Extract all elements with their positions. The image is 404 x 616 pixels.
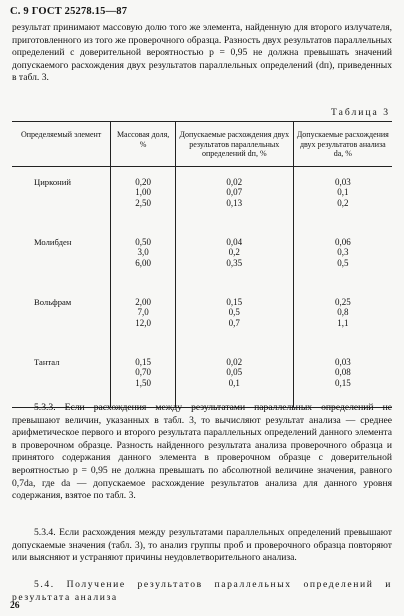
mass-fraction-cell-value: 12,0 — [135, 317, 151, 328]
mass-fraction-cell-value: 0,15 — [135, 357, 151, 367]
mass-fraction-cell-value: 6,00 — [135, 257, 151, 268]
element-name: Молибден — [34, 237, 72, 247]
element-name: Вольфрам — [34, 297, 72, 307]
parallel-discrepancy-cell — [175, 347, 293, 408]
mass-fraction-cell-value: 0,50 — [135, 237, 151, 247]
analysis-discrepancy-cell-value: 0,2 — [337, 197, 349, 208]
analysis-discrepancy-cell-value: 0,5 — [337, 257, 349, 268]
analysis-discrepancy-cell — [293, 167, 392, 228]
analysis-discrepancy-cell — [293, 287, 392, 347]
paragraph-5-4: 5.4. Получение результатов параллельных определений и результата анализа — [12, 579, 392, 603]
analysis-discrepancy-cell — [293, 347, 392, 408]
header-analysis-discrepancy: Допускаемые расхождения двух результатов анализа dа, % — [293, 122, 392, 167]
parallel-discrepancy-cell — [175, 227, 293, 287]
header-mass-fraction: Массовая доля, % — [111, 122, 176, 167]
analysis-discrepancy-cell — [293, 227, 392, 287]
parallel-discrepancy-cell-value: 0,7 — [228, 317, 240, 328]
header-element: Определяемый элемент — [12, 122, 111, 167]
element-name: Цирконий — [34, 177, 71, 187]
analysis-discrepancy-cell-value: 0,03 — [334, 177, 351, 187]
parallel-discrepancy-cell-value: 0,5 — [228, 307, 240, 318]
element-cell — [12, 287, 111, 347]
mass-fraction-cell-value: 1,00 — [135, 187, 151, 198]
table-row — [12, 167, 392, 228]
page-number: 26 — [10, 600, 20, 611]
mass-fraction-cell — [111, 347, 176, 408]
element-cell — [12, 167, 111, 228]
parallel-discrepancy-cell-value: 0,02 — [226, 177, 243, 187]
analysis-discrepancy-cell-value: 0,25 — [334, 297, 351, 307]
parallel-discrepancy-cell-value: 0,07 — [226, 187, 243, 198]
parallel-discrepancy-cell — [175, 287, 293, 347]
table-row — [12, 287, 392, 347]
analysis-discrepancy-cell-value: 1,1 — [337, 317, 349, 328]
mass-fraction-cell — [111, 167, 176, 228]
mass-fraction-cell-value: 0,70 — [135, 367, 151, 378]
mass-fraction-cell — [111, 287, 176, 347]
analysis-discrepancy-cell-value: 0,1 — [337, 187, 349, 198]
table-row — [12, 227, 392, 287]
mass-fraction-cell-value: 0,20 — [135, 177, 151, 187]
parallel-discrepancy-cell-value: 0,35 — [226, 257, 243, 268]
header-parallel-discrepancy: Допускаемые расхождения двух результатов параллельных определений dп, % — [175, 122, 293, 167]
mass-fraction-cell-value: 2,00 — [135, 297, 151, 307]
table-row — [12, 347, 392, 408]
table-header-row — [12, 122, 392, 167]
analysis-discrepancy-cell-value: 0,03 — [334, 357, 351, 367]
mass-fraction-cell-value: 1,50 — [135, 377, 151, 388]
parallel-discrepancy-cell-value: 0,04 — [226, 237, 243, 247]
parallel-discrepancy-cell-value: 0,02 — [226, 357, 243, 367]
parallel-discrepancy-cell-value: 0,1 — [228, 377, 240, 388]
parallel-discrepancy-cell — [175, 167, 293, 228]
analysis-discrepancy-cell-value: 0,06 — [334, 237, 351, 247]
analysis-discrepancy-cell-value: 0,15 — [334, 377, 351, 388]
element-cell — [12, 347, 111, 408]
paragraph-5-3-3: 5.3.3. Если расхождения между результатами параллельных определений не превышают величин, указанных в табл. 3, то вычисляют результат анализа — среднее арифметическое первого и второго результата параллельных определений данного элемента в проверочном образце. Разность найденного результата анализа проверочного образца и принятого содержания данного элемента в проверочном образце с доверительной вероятностью p = 0,95 не должна превышать по абсолютной величине значения, равного 0,7dа, где dа — допускаемое расхождение результатов анализа для данного уровня содержания, взятое по табл. 3. — [12, 402, 392, 502]
paragraph-1: результат принимают массовую долю того же элемента, найденную для второго излучателя, приготовленного из того же проверочного образца. Разность двух результатов параллельных определений с доверительной вероятностью p = 0,95 не должна превышать значений допускаемого расхождения двух результатов параллельных определений (dп), приведенных в табл. 3. — [12, 22, 392, 84]
data-table — [12, 121, 392, 408]
element-name: Тантал — [34, 357, 60, 367]
mass-fraction-cell — [111, 227, 176, 287]
page-header: С. 9 ГОСТ 25278.15—87 — [10, 6, 128, 17]
mass-fraction-cell-value: 7,0 — [137, 307, 149, 318]
parallel-discrepancy-cell-value: 0,13 — [226, 197, 243, 208]
paragraph-5-3-4: 5.3.4. Если расхождения между результатами параллельных определений превышают допускаемые значения (табл. 3), то анализ группы проб и проверочного образца повторяют или выясняют и устраняют причины неудовлетворительного анализа. — [12, 527, 392, 564]
mass-fraction-cell-value: 2,50 — [135, 197, 151, 208]
parallel-discrepancy-cell-value: 0,15 — [226, 297, 243, 307]
mass-fraction-cell-value: 3,0 — [137, 247, 149, 258]
parallel-discrepancy-cell-value: 0,2 — [228, 247, 240, 258]
element-cell — [12, 227, 111, 287]
analysis-discrepancy-cell-value: 0,8 — [337, 307, 349, 318]
analysis-discrepancy-cell-value: 0,08 — [334, 367, 351, 378]
parallel-discrepancy-cell-value: 0,05 — [226, 367, 243, 378]
analysis-discrepancy-cell-value: 0,3 — [337, 247, 349, 258]
table-caption: Таблица 3 — [330, 107, 390, 118]
